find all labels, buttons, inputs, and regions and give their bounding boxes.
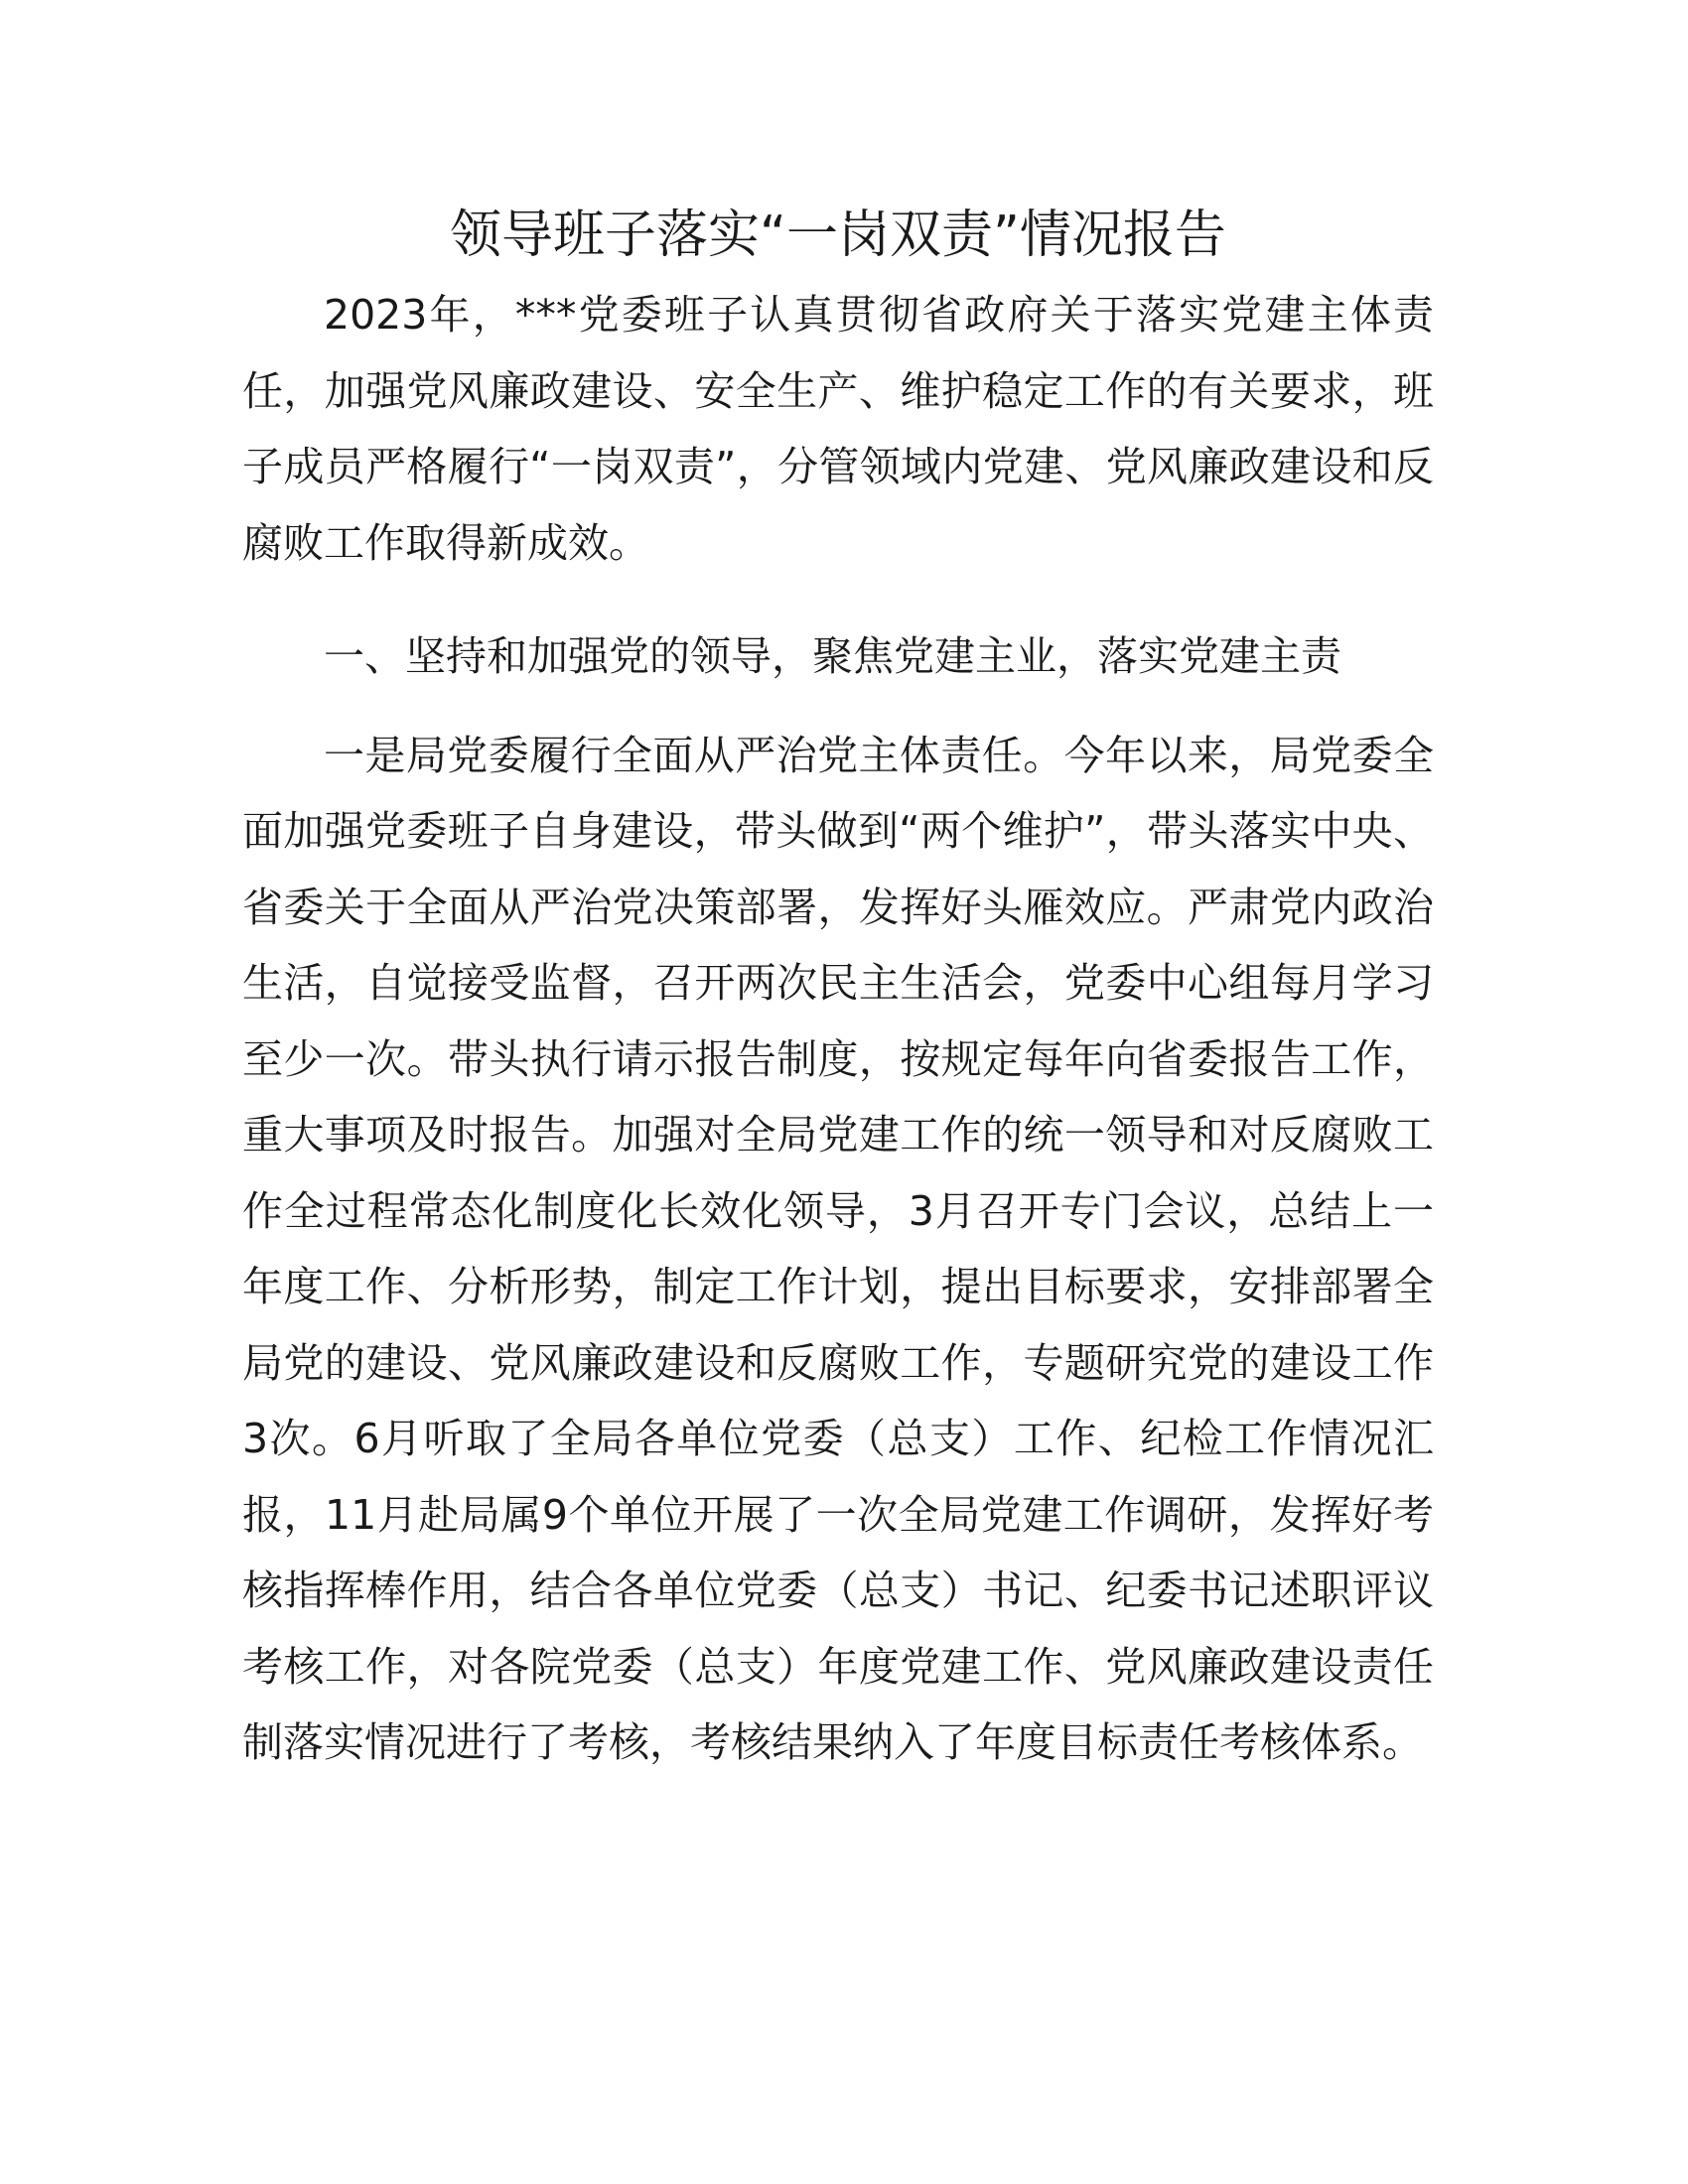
section-heading-1: 一、坚持和加强党的领导，聚焦党建主业，落实党建主责 [324,632,1341,680]
section-1-paragraph: 一是局党委履行全面从严治党主体责任。今年以来，局党委全面加强党委班子自身建设，带头做到“两个维护”，带头落实中央、省委关于全面从严治党决策部署，发挥好头雁效应。严肃党内政治生活，自觉接受监督，召开两次民主生活会，党委中心组每月学习至少一次。带头执行请示报告制度，按规定每年向省委报告工作，重大事项及时报告。加强对全局党建工作的统一领导和对反腐败工作全过程常态化制度化长效化领导，3月召开专门会议，总结上一年度工作、分析形势，制定工作计划，提出目标要求，安排部署全局党的建设、党风廉政建设和反腐败工作，专题研究党的建设工作3次。6月听取了全局各单位党委（总支）工作、纪检工作情况汇报，11月赴局属9个单位开展了一次全局党建工作调研，发挥好考核指挥棒作用，结合各单位党委（总支）书记、纪委书记述职评议考核工作，对各院党委（总支）年度党建工作、党风廉政建设责任制落实情况进行了考核，考核结果纳入了年度目标责任考核体系。 [242,731,1434,1766]
document-title: 领导班子落实“一岗双责”情况报告 [450,205,1226,265]
intro-paragraph: 2023年，***党委班子认真贯彻省政府关于落实党建主体责任，加强党风廉政建设、安全生产、维护稳定工作的有关要求，班子成员严格履行“一岗双责”，分管领域内党建、党风廉政建设和反腐败工作取得新成效。 [242,291,1434,567]
document-body [242,194,1434,1781]
